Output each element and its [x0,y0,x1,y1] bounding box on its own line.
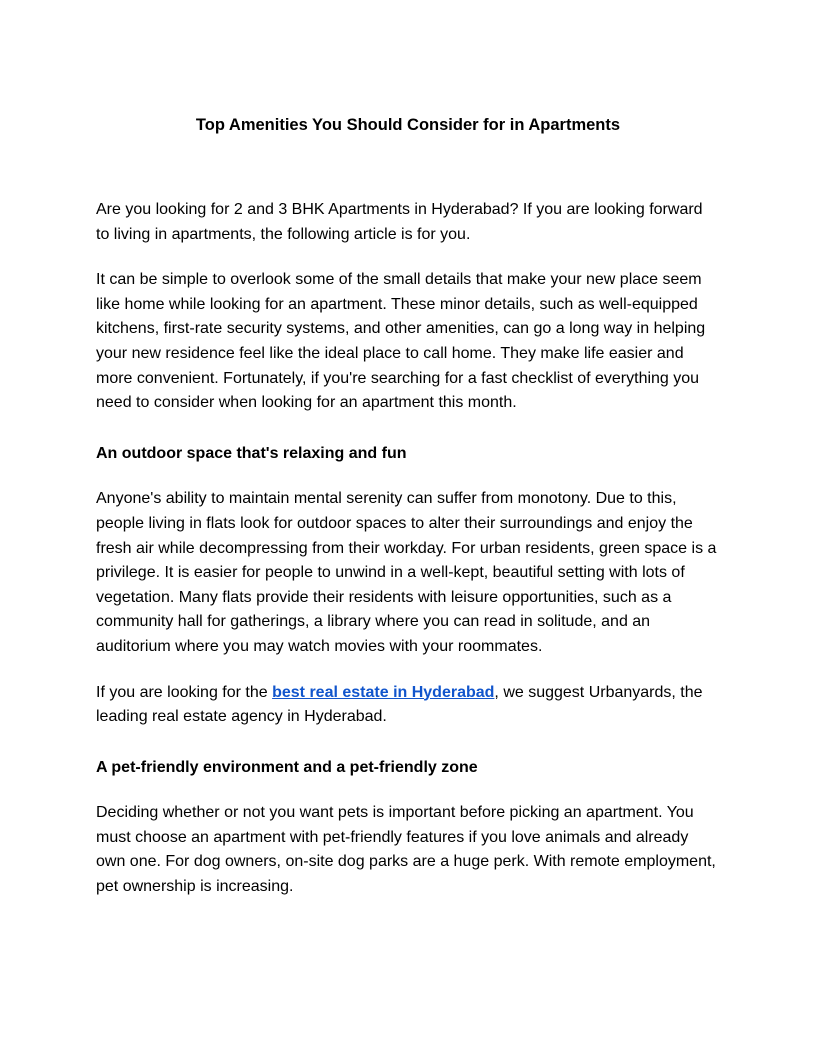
outdoor-section-heading: An outdoor space that's relaxing and fun [96,444,407,462]
real-estate-paragraph [96,681,720,730]
pet-section-heading: A pet-friendly environment and a pet-friendly zone [96,758,478,776]
best-real-estate-link[interactable]: best real estate in Hyderabad [272,683,495,701]
document-title: Top Amenities You Should Consider for in Apartments [195,116,621,134]
intro-paragraph: Are you looking for 2 and 3 BHK Apartments in Hyderabad? If you are looking forward to living in apartments, the following article is for you. [96,201,703,243]
overview-paragraph: It can be simple to overlook some of the small details that make your new place seem like home while looking for an apartment. These minor details, such as well-equipped kitchens, first-rate security systems, and other amenities, can go a long way in helping your new residence feel like the ideal place to call home. They make life easier and more convenient. Fortunately, if you're searching for a fast checklist of everything you need to consider when looking for an apartment this month. [96,271,706,412]
outdoor-paragraph: Anyone's ability to maintain mental serenity can suffer from monotony. Due to this, people living in flats look for outdoor spaces to alter their surroundings and enjoy the fresh air while decompressing from their workday. For urban residents, green space is a privilege. It is easier for people to unwind in a well-kept, beautiful setting with lots of vegetation. Many flats provide their residents with leisure opportunities, such as a community hall for gatherings, a library where you can read in solitude, and an auditorium where you may watch movies with your roommates. [96,490,717,655]
pet-paragraph: Deciding whether or not you want pets is important before picking an apartment. You must choose an apartment with pet-friendly features if you love animals and already own one. For dog owners, on-site dog parks are a huge perk. With remote employment, pet ownership is increasing. [96,804,716,896]
real-estate-paragraph-before: If you are looking for the [96,683,273,701]
real-estate-paragraph-after: , we suggest Urbanyards, the leading real estate agency in Hyderabad. [96,683,703,726]
